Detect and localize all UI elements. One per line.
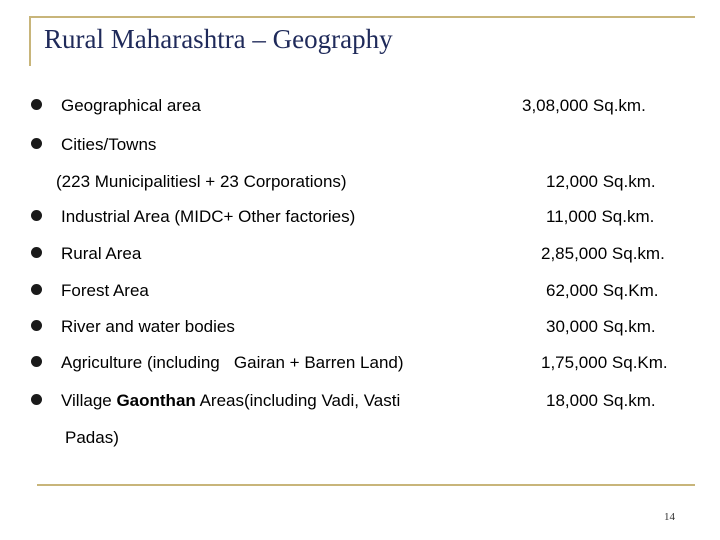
row-label-cities-towns: Cities/Towns [61,135,157,154]
bullet-icon [31,99,42,110]
row-label-village-continued: Padas) [65,428,119,447]
frame-left-border [29,16,31,66]
row-value-geographical-area: 3,08,000 Sq.km. [522,96,646,115]
row-label-agriculture: Agriculture (including Gairan + Barren Land) [61,353,404,372]
row-value-village-gaonthan: 18,000 Sq.km. [546,391,656,410]
bullet-icon [31,210,42,221]
bullet-icon [31,356,42,367]
row-value-rural-area: 2,85,000 Sq.km. [541,244,665,263]
bullet-icon [31,394,42,405]
row-sublabel-cities-towns: (223 Municipalitiesl + 23 Corporations) [56,172,347,191]
row-value-river-water-bodies: 30,000 Sq.km. [546,317,656,336]
row-label-village-post: Areas(including Vadi, Vasti [195,391,401,410]
row-value-agriculture: 1,75,000 Sq.Km. [541,353,668,372]
row-label-industrial-area: Industrial Area (MIDC+ Other factories) [61,207,356,226]
frame-top-border [29,16,695,18]
bullet-icon [31,284,42,295]
bottom-rule [37,484,695,486]
row-value-forest-area: 62,000 Sq.Km. [546,281,659,300]
page-number: 14 [664,511,675,523]
row-value-industrial-area: 11,000 Sq.km. [546,207,655,226]
slide-title: Rural Maharashtra – Geography [44,24,393,54]
row-label-gaonthan-bold: Gaonthan [116,391,196,410]
row-label-rural-area: Rural Area [61,244,142,263]
bullet-icon [31,247,42,258]
bullet-icon [31,320,42,331]
row-value-cities-towns: 12,000 Sq.km. [546,172,656,191]
bullet-icon [31,138,42,149]
row-label-village-pre: Village [61,391,117,410]
row-label-village-gaonthan [61,391,400,411]
row-label-river-water-bodies: River and water bodies [61,317,235,336]
row-label-forest-area: Forest Area [61,281,149,300]
row-label-geographical-area: Geographical area [61,96,201,115]
